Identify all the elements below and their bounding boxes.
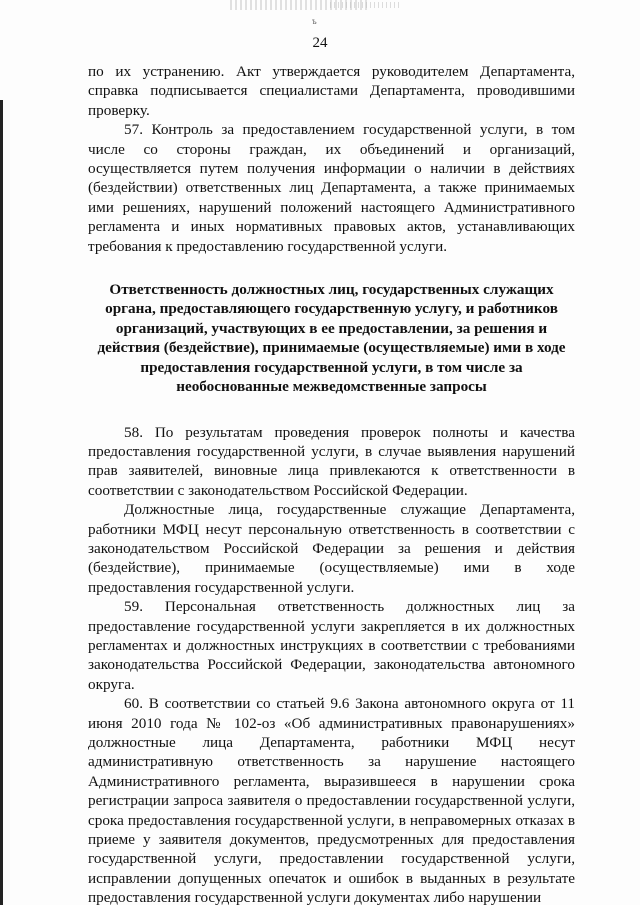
paragraph: Должностные лица, государственные служащие Департамента, работники МФЦ несут персональную ответственность в соответствии с законодательством Российской Федерации за решения и действия (бездействие), принимаемые (осуществляемые) ими в ходе предоставления государственной услуги. [88,501,575,596]
paragraph: по их устранению. Акт утверждается руководителем Департамента, справка подписывается специалистами Департамента, проводившими проверку. [88,63,575,119]
paragraph: 60. В соответствии со статьей 9.6 Закона автономного округа от 11 июня 2010 года № 102-оз «Об административных правонарушениях» должностные лица Департамента, работники МФЦ несут административную ответственность за нарушение настоящего Административного регламента, выразившееся в нарушении срока регистрации запроса заявителя о предоставлении государственной услуги, срока предоставления государственной услуги, в неправомерных отказах в приеме у заявителя документов, предусмотренных для предоставления государственной услуги, предоставлении государственной услуги, исправлении допущенных опечаток и ошибок в выданных в результате предоставления государственной услуги документах либо нарушении [88,695,575,905]
paragraph: 58. По результатам проведения проверок полноты и качества предоставления государственной услуги, в случае выявления нарушений прав заявителей, виновные лица привлекаются к ответственности в соответствии с законодательством Российской Федерации. [88,423,575,499]
document-body [88,62,575,905]
scan-edge-line [0,100,3,905]
scan-artifact [330,2,400,8]
paragraphs-after [88,423,575,905]
section-heading: Ответственность должностных лиц, государственных служащих органа, предоставляющего государственную услугу, и работников организаций, участвующих в ее предоставлении, за решения и действия (бездействие), принимаемые (осуществляемые) ими в ходе предоставления государственной услуги, в том числе за необоснованные межведомственные запросы [97,281,566,396]
paragraph: 59. Персональная ответственность должностных лиц за предоставление государственной услуги закрепляется в их должностных регламентах и должностных инструкциях в соответствии с требованиями законодательства Российской Федерации, законодательства автономного округа. [88,598,575,693]
scan-mark: ъ [312,16,317,26]
page-number: 24 [312,35,328,51]
paragraph: 57. Контроль за предоставлением государственной услуги, в том числе со стороны граждан, их объединений и организаций, осуществляется путем получения информации о наличии в действиях (бездействии) ответственных лиц Департамента, а также принимаемых ими решениях, нарушений положений настоящего Административного регламента и иных нормативных правовых актов, устанавливающих требования к предоставлению государственной услуги. [88,121,575,255]
paragraphs-before [88,62,575,256]
